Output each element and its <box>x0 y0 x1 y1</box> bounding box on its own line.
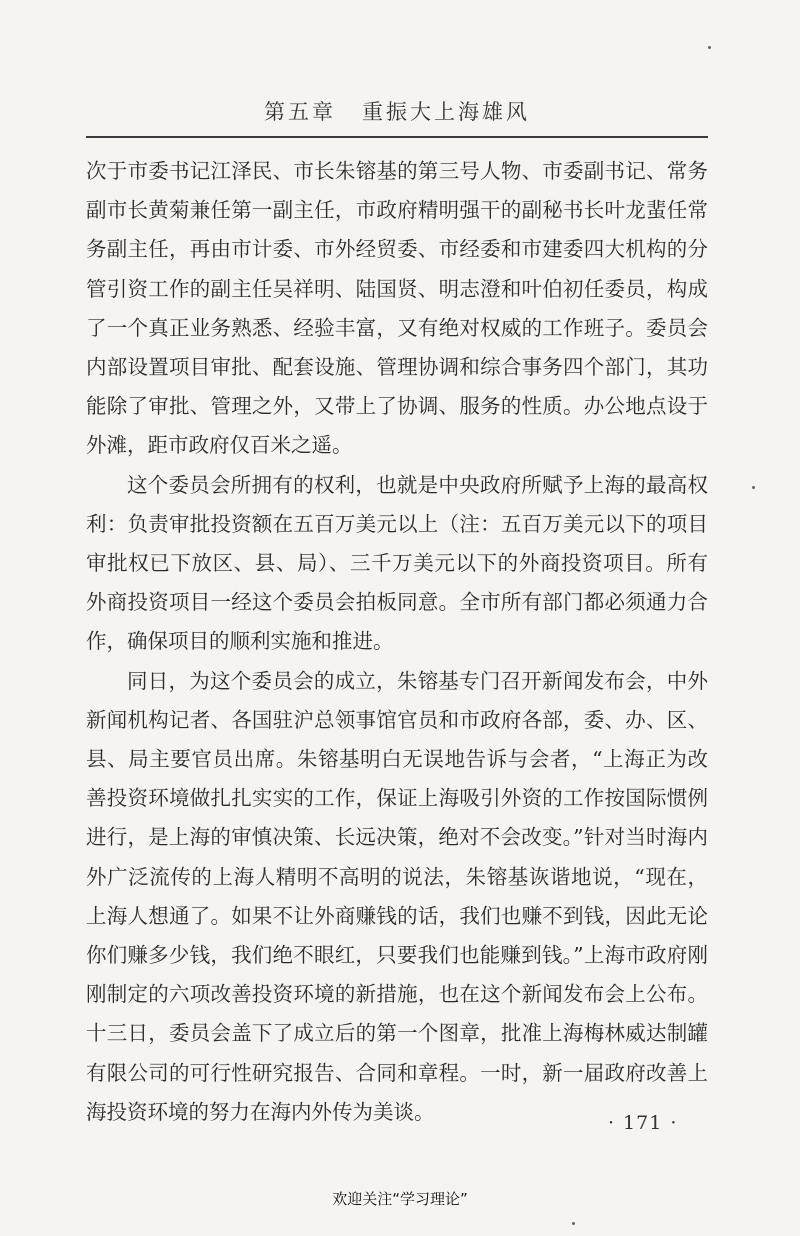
header-rule <box>86 136 708 138</box>
chapter-label: 第五章 <box>264 100 336 124</box>
page-number-dot-left: · <box>608 1112 616 1134</box>
scan-speck <box>572 1222 575 1225</box>
footer-note: 欢迎关注“学习理论” <box>332 1190 468 1208</box>
page-number-dot-right: · <box>670 1112 678 1134</box>
scan-speck <box>752 486 755 489</box>
paragraph-3: 同日，为这个委员会的成立，朱镕基专门召开新闻发布会，中外新闻机构记者、各国驻沪总领事馆官员和市政府各部，委、办、区、县、局主要官员出席。朱镕基明白无误地告诉与会者，“上海正为改善投资环境做扎扎实实的工作，保证上海吸引外资的工作按国际惯例进行，是上海的审慎决策、长远决策，绝对不会改变。”针对当时海内外广泛流传的上海人精明不高明的说法，朱镕基诙谐地说，“现在，上海人想通了。如果不让外商赚钱的话，我们也赚不到钱，因此无论你们赚多少钱，我们绝不眼红，只要我们也能赚到钱。”上海市政府刚刚制定的六项改善投资环境的新措施，也在这个新闻发布会上公布。十三日，委员会盖下了成立后的第一个图章，批准上海梅林威达制罐有限公司的可行性研究报告、合同和章程。一时，新一届政府改善上海投资环境的努力在海内外传为美谈。 <box>86 668 708 1124</box>
paragraph-2: 这个委员会所拥有的权利，也就是中央政府所赋予上海的最高权利：负责审批投资额在五百万美元以上（注：五百万美元以下的项目审批权已下放区、县、局）、三千万美元以下的外商投资项目。所有外商投资项目一经这个委员会拍板同意。全市所有部门都必须通力合作，确保项目的顺利实施和推进。 <box>86 472 708 654</box>
page-number <box>600 1112 685 1134</box>
running-head <box>86 96 708 126</box>
body-text <box>86 152 708 1132</box>
chapter-title: 重振大上海雄风 <box>362 100 530 124</box>
page-number-value: 171 <box>623 1112 663 1134</box>
scan-speck <box>708 46 711 49</box>
paragraph-1: 次于市委书记江泽民、市长朱镕基的第三号人物、市委副书记、常务副市长黄菊兼任第一副主任，市政府精明强干的副秘书长叶龙蜚任常务副主任，再由市计委、市外经贸委、市经委和市建委四大机构的分管引资工作的副主任吴祥明、陆国贤、明志澄和叶伯初任委员，构成了一个真正业务熟悉、经验丰富，又有绝对权威的工作班子。委员会内部设置项目审批、配套设施、管理协调和综合事务四个部门，其功能除了审批、管理之外，又带上了协调、服务的性质。办公地点设于外滩，距市政府仅百米之遥。 <box>86 159 708 458</box>
